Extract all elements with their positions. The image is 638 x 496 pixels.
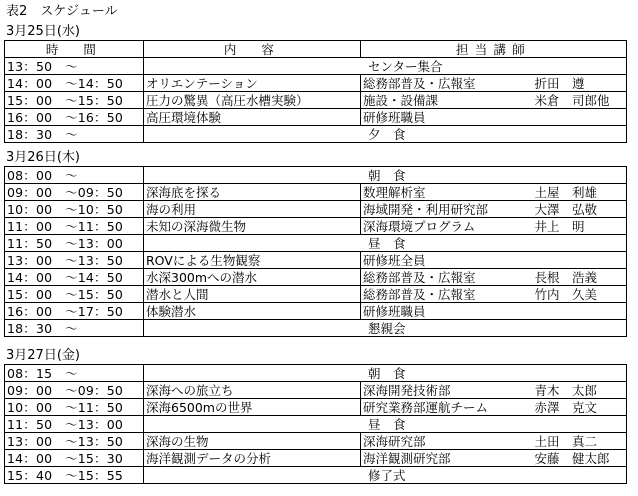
content-cell: 深海の生物 [144, 433, 361, 450]
event-label: センター集合 [368, 58, 443, 74]
time-cell: 16：00 ～16：50 [5, 109, 144, 126]
time-cell: 10：00 ～10：50 [5, 201, 144, 218]
table-row [5, 58, 627, 75]
time-cell: 11：00 ～11：50 [5, 218, 144, 235]
time-cell: 14：00 ～14：50 [5, 75, 144, 92]
table-row [5, 184, 627, 201]
dept-cell: 深海環境プログラム [361, 218, 533, 235]
event-label: 夕 食 [368, 126, 406, 142]
dept-cell: 数理解析室 [361, 184, 533, 201]
event-cell [144, 320, 627, 337]
dept-cell: 総務部普及・広報室 [361, 269, 533, 286]
name-cell [533, 109, 627, 126]
name-cell: 青木 太郎 [533, 382, 627, 399]
content-cell: 高圧環境体験 [144, 109, 361, 126]
header-content: 内 容 [144, 41, 361, 58]
table-row [5, 467, 627, 484]
name-cell: 折田 遵 [533, 75, 627, 92]
time-cell: 09：00 ～09：50 [5, 184, 144, 201]
time-cell: 14：00 ～15：30 [5, 450, 144, 467]
content-cell: 潜水と人間 [144, 286, 361, 303]
event-label: 昼 食 [368, 235, 406, 251]
event-cell [144, 126, 627, 143]
time-cell: 10：00 ～11：50 [5, 399, 144, 416]
schedule-table [4, 40, 627, 143]
dept-cell: 研究業務部運航チーム [361, 399, 533, 416]
table-row [5, 252, 627, 269]
event-cell [144, 416, 627, 433]
dept-cell: 施設・設備課 [361, 92, 533, 109]
header-instructor: 担当講師 [361, 41, 627, 58]
content-cell: オリエンテーション [144, 75, 361, 92]
content-cell: 深海6500mの世界 [144, 399, 361, 416]
name-cell: 竹内 久美 [533, 286, 627, 303]
name-cell [533, 303, 627, 320]
name-cell [533, 252, 627, 269]
table-row [5, 109, 627, 126]
dept-cell: 研修班全員 [361, 252, 533, 269]
event-label: 朝 食 [368, 365, 406, 381]
content-cell: 深海への旅立ち [144, 382, 361, 399]
table-row [5, 218, 627, 235]
dept-cell: 総務部普及・広報室 [361, 286, 533, 303]
time-cell: 13：00 ～13：50 [5, 252, 144, 269]
dept-cell: 深海研究部 [361, 433, 533, 450]
day-label: 3月25日(水) [6, 24, 80, 39]
time-cell: 15：00 ～15：50 [5, 92, 144, 109]
time-cell: 18：30 ～ [5, 126, 144, 143]
time-cell: 15：00 ～15：50 [5, 286, 144, 303]
time-cell: 09：00 ～09：50 [5, 382, 144, 399]
table-row [5, 382, 627, 399]
table-row [5, 126, 627, 143]
name-cell: 井上 明 [533, 218, 627, 235]
table-row [5, 320, 627, 337]
content-cell: 海の利用 [144, 201, 361, 218]
schedule-table [4, 166, 627, 337]
content-cell: 圧力の驚異（高圧水槽実験） [144, 92, 361, 109]
dept-cell: 海洋観測研究部 [361, 450, 533, 467]
content-cell: 体験潜水 [144, 303, 361, 320]
dept-cell: 総務部普及・広報室 [361, 75, 533, 92]
table-row [5, 450, 627, 467]
time-cell: 16：00 ～17：50 [5, 303, 144, 320]
name-cell: 安藤 健太郎 [533, 450, 627, 467]
event-cell [144, 365, 627, 382]
content-cell: 水深300mへの潜水 [144, 269, 361, 286]
time-cell: 15：40 ～15：55 [5, 467, 144, 484]
time-cell: 18：30 ～ [5, 320, 144, 337]
event-cell [144, 167, 627, 184]
table-row [5, 416, 627, 433]
table-row [5, 433, 627, 450]
event-label: 懇親会 [368, 320, 406, 336]
table-row [5, 365, 627, 382]
table-caption: 表2 スケジュール [6, 4, 118, 19]
time-cell: 13：50 ～ [5, 58, 144, 75]
day-label: 3月27日(金) [6, 348, 80, 363]
time-cell: 11：50 ～13：00 [5, 416, 144, 433]
name-cell: 長根 浩義 [533, 269, 627, 286]
event-label: 修了式 [368, 467, 406, 483]
name-cell: 大澤 弘敬 [533, 201, 627, 218]
content-cell: 深海底を探る [144, 184, 361, 201]
event-label: 朝 食 [368, 167, 406, 183]
name-cell: 土田 真二 [533, 433, 627, 450]
time-cell: 14：00 ～14：50 [5, 269, 144, 286]
dept-cell: 研修班職員 [361, 109, 533, 126]
header-time: 時 間 [5, 41, 144, 58]
table-row [5, 92, 627, 109]
content-cell: ROVによる生物観察 [144, 252, 361, 269]
header-row [5, 41, 627, 58]
table-row [5, 399, 627, 416]
dept-cell: 海域開発・利用研究部 [361, 201, 533, 218]
table-row [5, 201, 627, 218]
table-row [5, 303, 627, 320]
dept-cell: 研修班職員 [361, 303, 533, 320]
schedule-table [4, 364, 627, 484]
table-row [5, 286, 627, 303]
event-label: 昼 食 [368, 416, 406, 432]
name-cell: 赤澤 克文 [533, 399, 627, 416]
table-row [5, 167, 627, 184]
name-cell: 米倉 司郎他 [533, 92, 627, 109]
name-cell: 土屋 利雄 [533, 184, 627, 201]
table-row [5, 75, 627, 92]
dept-cell: 深海開発技術部 [361, 382, 533, 399]
content-cell: 海洋観測データの分析 [144, 450, 361, 467]
event-cell [144, 235, 627, 252]
event-cell [144, 467, 627, 484]
event-cell [144, 58, 627, 75]
time-cell: 11：50 ～13：00 [5, 235, 144, 252]
content-cell: 未知の深海微生物 [144, 218, 361, 235]
time-cell: 08：15 ～ [5, 365, 144, 382]
time-cell: 08：00 ～ [5, 167, 144, 184]
table-row [5, 235, 627, 252]
time-cell: 13：00 ～13：50 [5, 433, 144, 450]
day-label: 3月26日(木) [6, 150, 80, 165]
table-row [5, 269, 627, 286]
